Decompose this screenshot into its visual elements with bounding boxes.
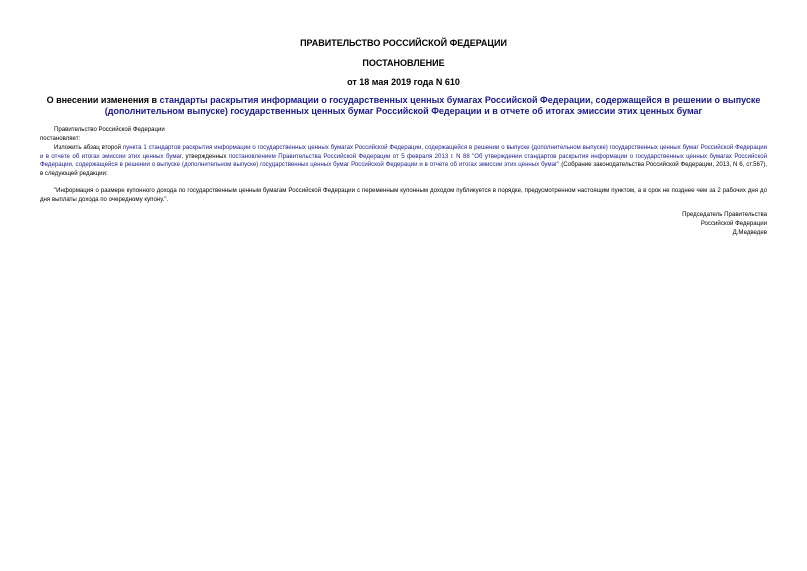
standards-point-link[interactable]: пункта 1 стандартов раскрытия информации о государственных ценных бумагах Российской Федерации, содержащейся в решении о выпуске (дополнительном выпуске) государственных ценных бумаг Российской Федерации и в отчете об итогах эмиссии этих ценных бумаг (40, 144, 768, 160)
paragraph-text-1: Изложить абзац второй (54, 144, 123, 151)
paragraph-text-2: , утвержденных (181, 152, 229, 160)
issuer-line: Правительство Российской Федерации (54, 126, 165, 133)
document-type: ПОСТАНОВЛЕНИЕ (362, 58, 445, 68)
paragraph-text-3: (Собрание законодательства Российской Федерации, 2013, N 6, ст.567), в следующей редакции: (40, 161, 767, 177)
document-title (40, 95, 767, 117)
issuing-authority: ПРАВИТЕЛЬСТВО РОССИЙСКОЙ ФЕДЕРАЦИИ (300, 38, 507, 48)
quoted-new-text: "Информация о размере купонного дохода по государственным ценным бумагам Российской Федерации с переменным купонным доходом публикуется в порядке, предусмотренном настоящим пунктом, а в срок не позднее чем за 2 рабочих дня до дня выплаты дохода по очередному купону.". (40, 187, 767, 203)
document-date-number: от 18 мая 2019 года N 610 (347, 77, 460, 87)
title-prefix: О внесении изменения в (46, 95, 160, 105)
decides-line: постановляет: (40, 135, 81, 142)
signatory-position-line1: Председатель Правительства (682, 211, 767, 218)
title-standards-link[interactable]: стандарты раскрытия информации о государственных ценных бумагах Российской Федерации, содержащейся в решении о выпуске (дополнительном выпуске) государственных ценных бумаг Российской Федерации и в отчете об итогах эмиссии этих ценных бумаг (104, 95, 761, 116)
signatory-name: Д.Медведев (732, 229, 767, 236)
signatory-position-line2: Российской Федерации (700, 220, 767, 227)
resolution-88-link[interactable]: постановлением Правительства Российской Федерации от 5 февраля 2013 г. N 88 "Об утверждении стандартов раскрытия информации о государственных ценных бумагах Российской Федерации, содержащейся в решении о выпуске (дополнительном выпуске) государственных ценных бумаг Российской Федерации и в отчете об итогах эмиссии этих ценных бумаг" (40, 152, 767, 168)
amendment-paragraph (40, 144, 767, 178)
